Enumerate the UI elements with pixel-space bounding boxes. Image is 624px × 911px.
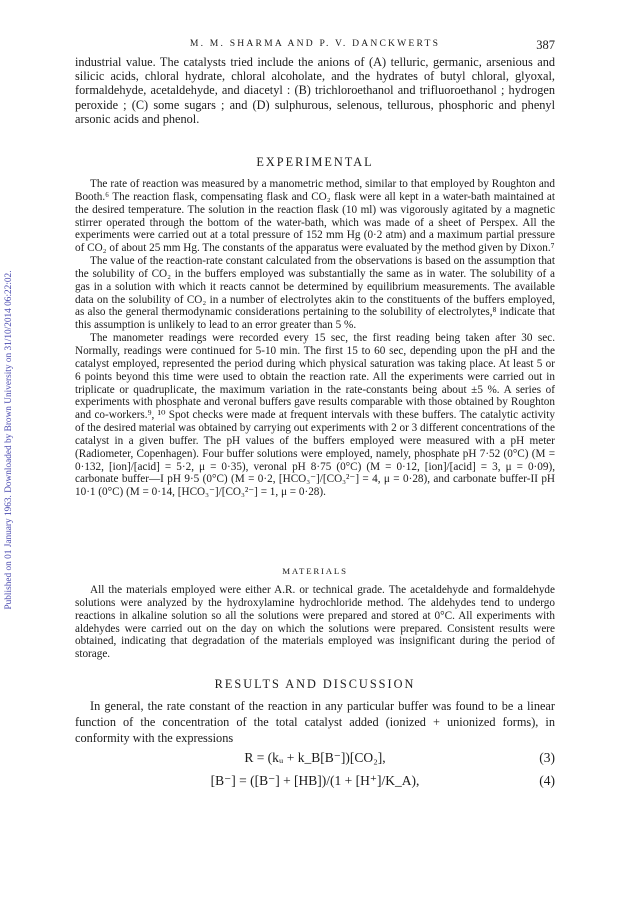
header-authors: M. M. SHARMA AND P. V. DANCKWERTS bbox=[189, 38, 441, 49]
equation-4 bbox=[75, 773, 555, 793]
materials-section bbox=[75, 584, 555, 661]
materials-paragraph: All the materials employed were either A.R. or technical grade. The acetaldehyde and formaldehyde solutions were analyzed by the hydroxylamine hydrochloride method. The aldehydes tend to undergo reactions in alkaline solution so all the solutions were prepared and stored at 0°C. All experiments with aldehydes were carried out on the day on which the solutions were prepared. Consistent results were obtained, indicating that degradation of the materials employed was insignificant during the period of storage. bbox=[75, 584, 555, 661]
equation-number: (3) bbox=[539, 750, 555, 765]
side-note-text: Published on 01 January 1963. Downloaded by Brown University on 31/10/2014 06:22:02. bbox=[4, 270, 14, 610]
equation-3 bbox=[75, 750, 555, 770]
equation-body: [B⁻] = ([B⁻] + [HB])/(1 + [H⁺]/K_A), bbox=[210, 773, 420, 788]
equation-number: (4) bbox=[539, 773, 555, 788]
experimental-section bbox=[75, 178, 555, 499]
page-number: 387 bbox=[536, 38, 555, 52]
results-paragraph: In general, the rate constant of the reaction in any particular buffer was found to be a linear function of the concentration of the total catalyst added (ionized + unionized forms), in conformity with the expressions bbox=[75, 699, 555, 746]
experimental-paragraph: The value of the reaction-rate constant calculated from the observations is based on the assumption that the solubility of CO₂ in the buffers employed was substantially the same as in water. The solubility of a gas in a solution with which it reacts cannot be determined by equilibrium measurements. The available data on the solubility of CO₂ in a number of electrolytes akin to the constituents of the buffers employed, as also the general thermodynamic considerations pertaining to the solubility of electrolytes,⁸ indicate that this assumption is unlikely to lead to an error greater than 5 %. bbox=[75, 255, 555, 332]
results-heading: RESULTS AND DISCUSSION bbox=[214, 677, 416, 691]
running-header bbox=[75, 38, 555, 54]
experimental-heading: EXPERIMENTAL bbox=[256, 155, 374, 169]
results-section bbox=[75, 698, 555, 747]
publication-side-note bbox=[2, 120, 16, 760]
experimental-paragraph: The rate of reaction was measured by a manometric method, similar to that employed by Roughton and Booth.⁶ The reaction flask, compensating flask and CO₂ flask were all kept in a water-bath maintained at the desired temperature. The solution in the reaction flask (10 ml) was vigorously agitated by a magnetic stirrer operated through the bottom of the water-bath, which was made of a sheet of Perspex. All the experiments were carried out at a total pressure of 152 mm Hg (0·2 atm) and a maximum partial pressure of CO₂ of about 25 mm Hg. The constants of the apparatus were evaluated by the method given by Dixon.⁷ bbox=[75, 178, 555, 255]
experimental-paragraph: The manometer readings were recorded every 15 sec, the first reading being taken after 30 sec. Normally, readings were continued for 5-10 min. The first 15 to 60 sec, depending upon the pH and the catalyst employed, represented the period during which physical saturation was taking place. At least 5 or 6 points beyond this time were used to obtain the reaction rate. All the experiments were carried out in triplicate or quadruplicate, the maximum variation in the rate-constants being about ±5 %. A series of experiments with phosphate and veronal buffers gave results comparable with those obtained by Roughton and co-workers.⁹, ¹⁰ Spot checks were made at frequent intervals with these buffers. The catalytic activity of the desired material was obtained by carrying out experiments with 2 or 3 different concentrations of the catalyst in a given buffer. The pH values of the buffers employed were measured with a pH meter (Radiometer, Copenhagen). Four buffer solutions were employed, namely, phosphate pH 7·52 (0°C) (M = 0·132, [ion]/[acid] = 5·2, μ = 0·35), veronal pH 8·75 (0°C) (M = 0·12, [ion]/[acid] = 3, μ = 0·09), carbonate buffer—I pH 9·5 (0°C) (M = 0·2, [HCO₃⁻]/[CO₃²⁻] = 4, μ = 0·28), and carbonate buffer-II pH 10·1 (0°C) (M = 0·14, [HCO₃⁻]/[CO₃²⁻] = 1, μ = 0·28). bbox=[75, 332, 555, 499]
materials-heading: MATERIALS bbox=[282, 566, 348, 576]
equation-body: R = (kᵤ + k_B[B⁻])[CO₂], bbox=[244, 750, 386, 765]
intro-paragraph: industrial value. The catalysts tried include the anions of (A) telluric, germanic, arsenious and silicic acids, chloral hydrate, chloral alcoholate, and the hydrates of butyl chloral, glyoxal, formaldehyde, acetaldehyde, and diacetyl : (B) trichloroethanol and trifluoroethanol ; hydrogen peroxide ; (C) some sugars ; and (D) sulphurous, selenous, tellurous, phosphoric and phenyl arsonic acids and phenol. bbox=[75, 55, 555, 126]
intro-block bbox=[75, 55, 555, 126]
